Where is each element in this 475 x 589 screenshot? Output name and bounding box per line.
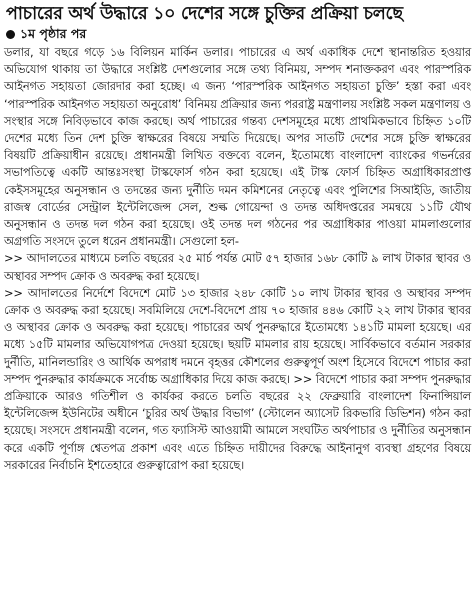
bullet-icon — [6, 30, 15, 39]
continued-from-line — [6, 26, 471, 42]
paragraph-seized-domestic: >> আদালতের মাধ্যমে চলতি বছরের ২৫ মার্চ পর্যন্ত মোট ৫৭ হাজার ১৬৮ কোটি ৯ লাখ টাকার স্থাবর ও অস্থাবর সম্পদ ক্রোক ও অবরুদ্ধ করা হয়েছে। — [4, 251, 471, 283]
paragraph-seized-abroad: >> আদালতের নির্দেশে বিদেশে মোট ১৩ হাজার ২৪৮ কোটি ১০ লাখ টাকার স্থাবর ও অস্থাবর সম্পদ ক্রোক ও অবরুদ্ধ করা হয়েছে। সবমিলিয়ে দেশে-বিদেশে প্রায় ৭০ হাজার ৪৪৬ কোটি ২২ লাখ টাকার স্থাবর ও অস্থাবর ক্রোক ও অবরুদ্ধ করা হয়েছে। পাচারের অর্থ পুনরুদ্ধারে ইতোমধ্যে ১৪১টি মামলা হয়েছে। এর মধ্যে ১৫টি মামলার অভিযোগপত্র দেওয়া হয়েছে। ছয়টি মামলার রায় হয়েছে। সার্বিকভাবে বর্তমান সরকার দুর্নীতি, মানিলন্ডারিং ও আর্থিক অপরাধ দমনে বৃহত্তর কৌশলের গুরুত্বপূর্ণ অংশ হিসেবে বিদেশে পাচার করা সম্পদ পুনরুদ্ধার কার্যক্রমকে সর্বোচ্চ অগ্রাধিকার দিয়ে কাজ করছে। >> বিদেশে পাচার করা সম্পদ পুনরুদ্ধার প্রক্রিয়াকে আরও গতিশীল ও কার্যকর করতে চলতি বছরের ২২ ফেব্রুয়ারি বাংলাদেশ ফিনান্সিয়াল ইন্টেলিজেন্স ইউনিটের অধীনে ‘চুরির অর্থ উদ্ধার বিভাগ’ (স্টোলেন অ্যাসেট রিকভারি ডিভিশন) গঠন করা হয়েছে। সংসদে প্রধানমন্ত্রী বলেন, গত ফ্যাসিস্ট আওয়ামী আমলে সংঘটিত অর্থপাচার ও দুর্নীতির অনুসন্ধান করে একটি পূর্ণাঙ্গ শ্বেতপত্র প্রকাশ এবং এতে চিহ্নিত দায়ীদের বিরুদ্ধে আইনানুগ ব্যবস্থা গ্রহণের বিষয়ে সরকারের নির্বাচনি ইশতেহারে গুরুত্বারোপ করা হয়েছে। — [4, 285, 471, 472]
headline: পাচারের অর্থ উদ্ধারে ১০ দেশের সঙ্গে চুক্তির প্রক্রিয়া চলছে — [6, 4, 403, 24]
continued-from-label: ১ম পৃষ্ঠার পর — [20, 26, 87, 41]
paragraph-intro: ডলার, যা বছরে গড়ে ১৬ বিলিয়ন মার্কিন ডলার। পাচারের এ অর্থ একাধিক দেশে স্থানান্তরিত হওয়ার অভিযোগ থাকায় তা উদ্ধারে সংশ্লিষ্ট দেশগুলোর সঙ্গে তথ্য বিনিময়, সম্পদ শনাক্তকরণ এবং পারস্পরিক আইনগত সহায়তা জোরদার করা হচ্ছে। এ জন্য ‘পারস্পরিক আইনগত সহায়তা চুক্তি’ হস্তা করা এবং ‘পারস্পরিক আইনগত সহায়তা অনুরোধ’ বিনিময় প্রক্রিয়ার জন্য পররাষ্ট্র মন্ত্রণালয় সংশ্লিষ্ট সকল মন্ত্রণালয় ও সংস্থার সঙ্গে নিবিড়ভাবে কাজ করছে। অর্থ পাচারের গন্তব্য দেশসমূহের মধ্যে প্রাথমিকভাবে চিহ্নিত ১০টি দেশের মধ্যে তিন দেশ চুক্তি স্বাক্ষরের বিষয়ে সম্মতি দিয়েছে। অপর সাতটি দেশের সঙ্গে চুক্তি স্বাক্ষরের বিষয়টি প্রক্রিয়াধীন রয়েছে। প্রধানমন্ত্রী লিখিত বক্তব্যে বলেন, ইতোমধ্যে বাংলাদেশ ব্যাংকের গভর্নরের সভাপতিত্বে একটি আন্তঃসংস্থা টাস্কফোর্স গঠন করা হয়েছে। এই টাস্ক ফোর্স চিহ্নিত অগ্রাধিকারপ্রাপ্ত কেইসসমূহের অনুসন্ধান ও তদন্তের জন্য দুর্নীতি দমন কমিশনের নেতৃত্বে এবং পুলিশের সিআইডি, জাতীয় রাজস্ব বোর্ডের সেন্ট্রাল ইন্টেলিজেন্স সেল, শুল্ক গোয়েন্দা ও তদন্ত অধিদপ্তরের সমন্বয়ে ১১টি যৌথ অনুসন্ধান ও তদন্ত দল গঠন করা হয়েছে। ওই তদন্ত দল গঠনের পর অগ্রাধিকার পাওয়া মামলাগুলোর অগ্রগতি সংসদে তুলে ধরেন প্রধানমন্ত্রী। সেগুলো হল- — [4, 45, 471, 249]
article-body — [4, 44, 471, 474]
